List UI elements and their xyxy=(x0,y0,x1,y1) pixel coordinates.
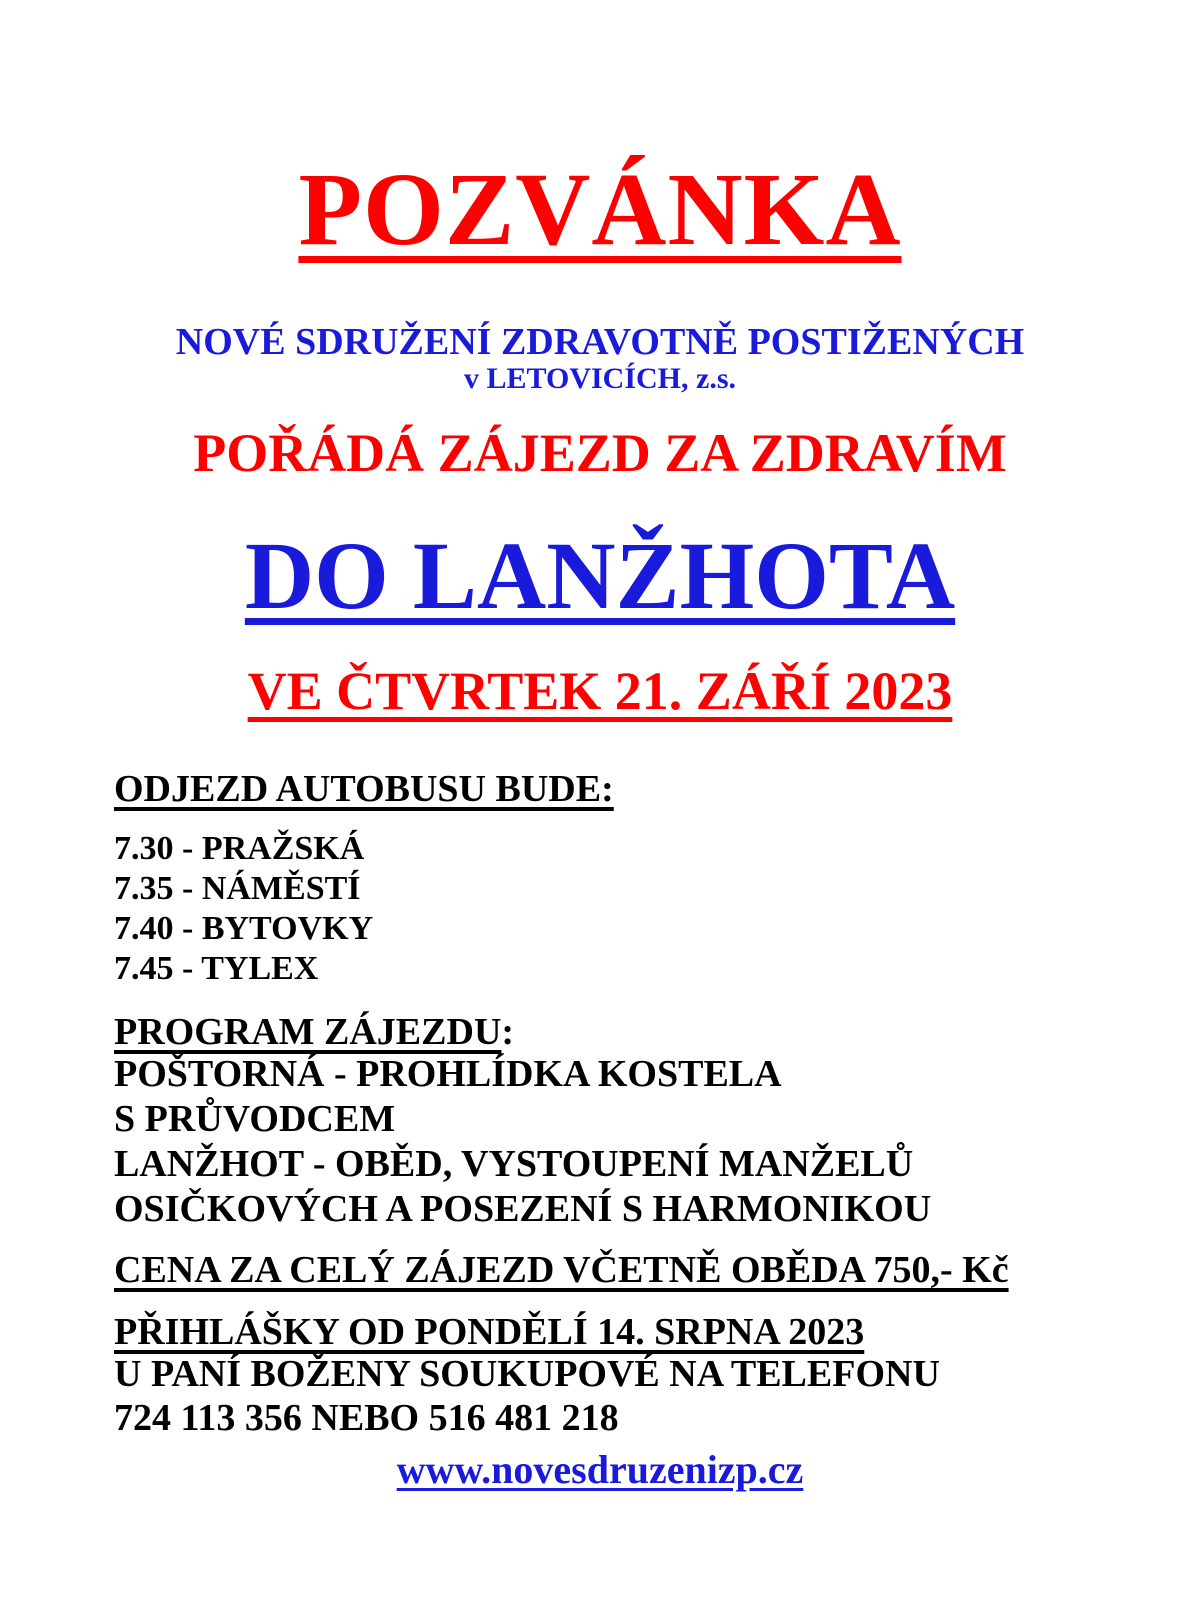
program-line: OSIČKOVÝCH A POSEZENÍ S HARMONIKOU xyxy=(114,1188,932,1230)
event-announcement: POŘÁDÁ ZÁJEZD ZA ZDRAVÍM xyxy=(193,423,1007,483)
program-line: LANŽHOT - OBĚD, VYSTOUPENÍ MANŽELŮ xyxy=(114,1143,914,1185)
registration-contact: U PANÍ BOŽENY SOUKUPOVÉ NA TELEFONU xyxy=(114,1353,940,1395)
departure-stop: 7.30 - PRAŽSKÁ xyxy=(114,830,365,867)
departure-heading: ODJEZD AUTOBUSU BUDE: xyxy=(114,768,614,810)
event-date: VE ČTVRTEK 21. ZÁŘÍ 2023 xyxy=(247,661,953,721)
trip-price: CENA ZA CELÝ ZÁJEZD VČETNĚ OBĚDA 750,- Kč xyxy=(114,1249,1009,1291)
registration-phone: 724 113 356 NEBO 516 481 218 xyxy=(114,1397,619,1439)
organization-location: v LETOVICÍCH, z.s. xyxy=(464,362,736,395)
departure-stop: 7.35 - NÁMĚSTÍ xyxy=(114,870,361,907)
registration-start: PŘIHLÁŠKY OD PONDĚLÍ 14. SRPNA 2023 xyxy=(114,1311,865,1353)
invitation-title: POZVÁNKA xyxy=(298,152,902,267)
program-line: POŠTORNÁ - PROHLÍDKA KOSTELA xyxy=(114,1053,782,1095)
website-link[interactable]: www.novesdruzenizp.cz xyxy=(396,1447,804,1492)
organization-name: NOVÉ SDRUŽENÍ ZDRAVOTNĚ POSTIŽENÝCH xyxy=(175,321,1025,363)
program-heading-text: PROGRAM ZÁJEZDU xyxy=(114,1011,502,1053)
program-heading-colon: : xyxy=(501,1011,515,1053)
program-line: S PRŮVODCEM xyxy=(114,1098,396,1140)
destination-heading: DO LANŽHOTA xyxy=(244,522,956,629)
program-heading xyxy=(114,1010,514,1054)
departure-stop: 7.45 - TYLEX xyxy=(114,950,319,987)
departure-stop: 7.40 - BYTOVKY xyxy=(114,910,374,947)
